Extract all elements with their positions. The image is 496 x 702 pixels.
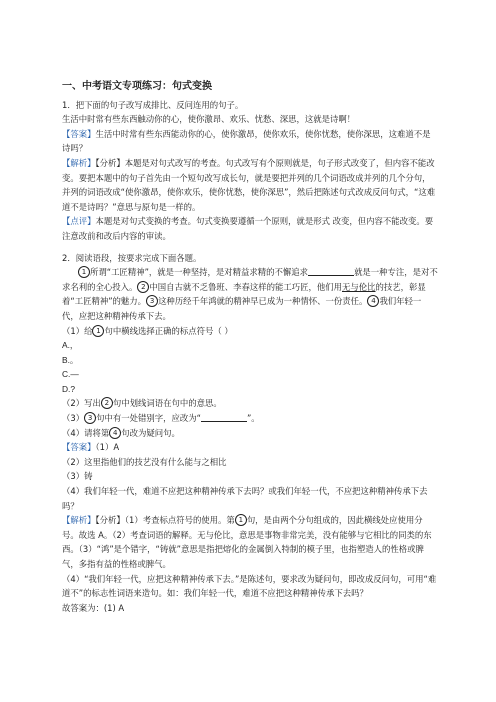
sub4-text: 句改为疑问句。 <box>121 427 180 438</box>
final-answer: 故答案为：(1) A <box>62 602 125 613</box>
q2-answer <box>62 440 438 455</box>
sub1-prefix: （1）给 <box>62 325 93 336</box>
circled-number-1: 1 <box>235 514 247 526</box>
sub4-prefix: （4）请将第 <box>62 427 110 438</box>
q1-answer <box>62 127 438 156</box>
q1-analysis <box>62 156 438 214</box>
circled-number-2: 2 <box>137 281 149 293</box>
answer-2: （2）这里指他们的技艺没有什么能与之相比 <box>62 456 227 467</box>
circled-number-1: 1 <box>92 325 104 337</box>
analysis-1a: 【分析】（1）考查标点符号的使用。第 <box>95 515 235 526</box>
q1-stem: 1．把下面的句子改写成排比、反问连用的句子。 <box>62 99 244 110</box>
q2-sub1 <box>62 324 438 339</box>
document-page <box>62 80 438 615</box>
underlined-phrase: 无与伦比 <box>342 281 376 292</box>
answer-4: （4）我们年轻一代，难道不应把这种精神传承下去吗？或我们年轻一代，不应把这种精神传承下去吗？ <box>62 486 428 511</box>
answer-blank <box>201 412 247 422</box>
analysis-tag: 【解析】 <box>62 157 96 168</box>
passage-sentence-3: 这种历经千年鸿就的精神早已成为一种情怀、一份责任。 <box>158 296 368 307</box>
q2-passage <box>62 265 438 323</box>
circled-number-4: 4 <box>109 427 121 439</box>
answer-tag: 【答案】 <box>62 442 96 453</box>
passage-sentence-2b: 的技艺，彰显着“工匠精神”的魅力。 <box>62 281 426 307</box>
sub2-text: 句中划线词语在句中的意思。 <box>112 398 222 409</box>
sub3-text: 句中有一处错别字，应改为“ <box>96 413 201 424</box>
passage-sentence-2a: 中国自古就不乏鲁班、李春这样的能工巧匠，他们用 <box>149 281 342 292</box>
q1-sentence: 生活中时常有些东西触动你的心，使你激昂、欢乐、忧愁、深思，这就是诗啊！ <box>62 114 356 125</box>
option-c: C.— <box>62 369 79 380</box>
circled-number-4: 4 <box>367 295 379 307</box>
q1-answer-text: 生活中时常有些东西能动你的心，使你激昂，使你欢乐，使你忧愁，使你深思，这难道不是诗吗？ <box>62 128 431 154</box>
passage-sentence-1a: 所谓“工匠精神”，就是一种坚持，是对精益求精的不懈追求 <box>90 267 309 278</box>
q2-sub4 <box>62 426 438 441</box>
answer-1: （1）A <box>95 442 120 453</box>
section-title: 一、中考语文专项练习：句式变换 <box>62 81 212 92</box>
circled-number-1: 1 <box>78 266 90 278</box>
sub1-text: 句中横线选择正确的标点符号（ ） <box>104 325 233 336</box>
q2-sub2 <box>62 396 438 411</box>
comment-tag: 【点评】 <box>62 216 96 227</box>
passage-blank <box>308 266 354 276</box>
circled-number-3: 3 <box>146 295 158 307</box>
analysis-tag: 【解析】 <box>62 515 96 526</box>
option-d: D.? <box>62 383 76 394</box>
circled-number-3: 3 <box>84 412 96 424</box>
q2-sub3 <box>62 411 438 426</box>
q2-analysis <box>62 513 438 571</box>
q1-comment <box>62 214 438 243</box>
analysis-4: （4）“我们年轻一代，应把这种精神传承下去。”是陈述句，要求改为疑问句，即改成反问句，可用“难道不”的标志性词语来造句。如：我们年轻一代，难道不应把这种精神传承下去吗？ <box>62 573 437 599</box>
answer-tag: 【答案】 <box>62 128 96 139</box>
q2-stem: 2．阅读语段，按要求完成下面各题。 <box>62 252 202 263</box>
sub3-prefix: （3） <box>62 413 85 424</box>
q1-analysis-text: 【分析】本题是对句式改写的考查。句式改写有个原则就是，句子形式改变了，但内容不能改变。要把本题中的句子首先由一个短句改写成长句，就是要把并列的几个词语改成并列的几个分句，并列的词语改成“使你激昂，使你欢乐，使你忧愁，使你深思”，然后把陈述句式改成反问句式，“这难道不是诗吗？”意思与原句是一样的。 <box>62 157 436 212</box>
passage-sentence-4: 我们年轻一代，应把这种精神传承下去。 <box>62 296 422 321</box>
option-b: B.。 <box>62 354 79 365</box>
analysis-1b: 句，是由两个分句组成的，因此横线处应使用分号。故选 A。（2）考查词语的解释。无与伦比，意思是事物非常完美，没有能够与它相比的同类的东西。（3）“鸿”是个错字，“铸就”意思是指把熔化的金属倒入特制的模子里，也指塑造人的性格或脾气，多指有益的性格或脾气。 <box>62 515 432 569</box>
option-a: A.， <box>62 340 79 351</box>
q1-comment-text: 本题是对句式变换的考查。句式变换要遵循一个原则，就是形式 改变，但内容不能改变。要注意改前和改后内容的审读。 <box>62 216 434 241</box>
passage-sentence-1b: 就是一种专注，是对不求名利的全心投入。 <box>62 267 438 292</box>
sub3-suffix: ”。 <box>246 413 260 424</box>
answer-3: （3）铸 <box>62 471 93 482</box>
sub2-prefix: （2）写出 <box>62 398 101 409</box>
circled-number-2: 2 <box>101 397 113 409</box>
